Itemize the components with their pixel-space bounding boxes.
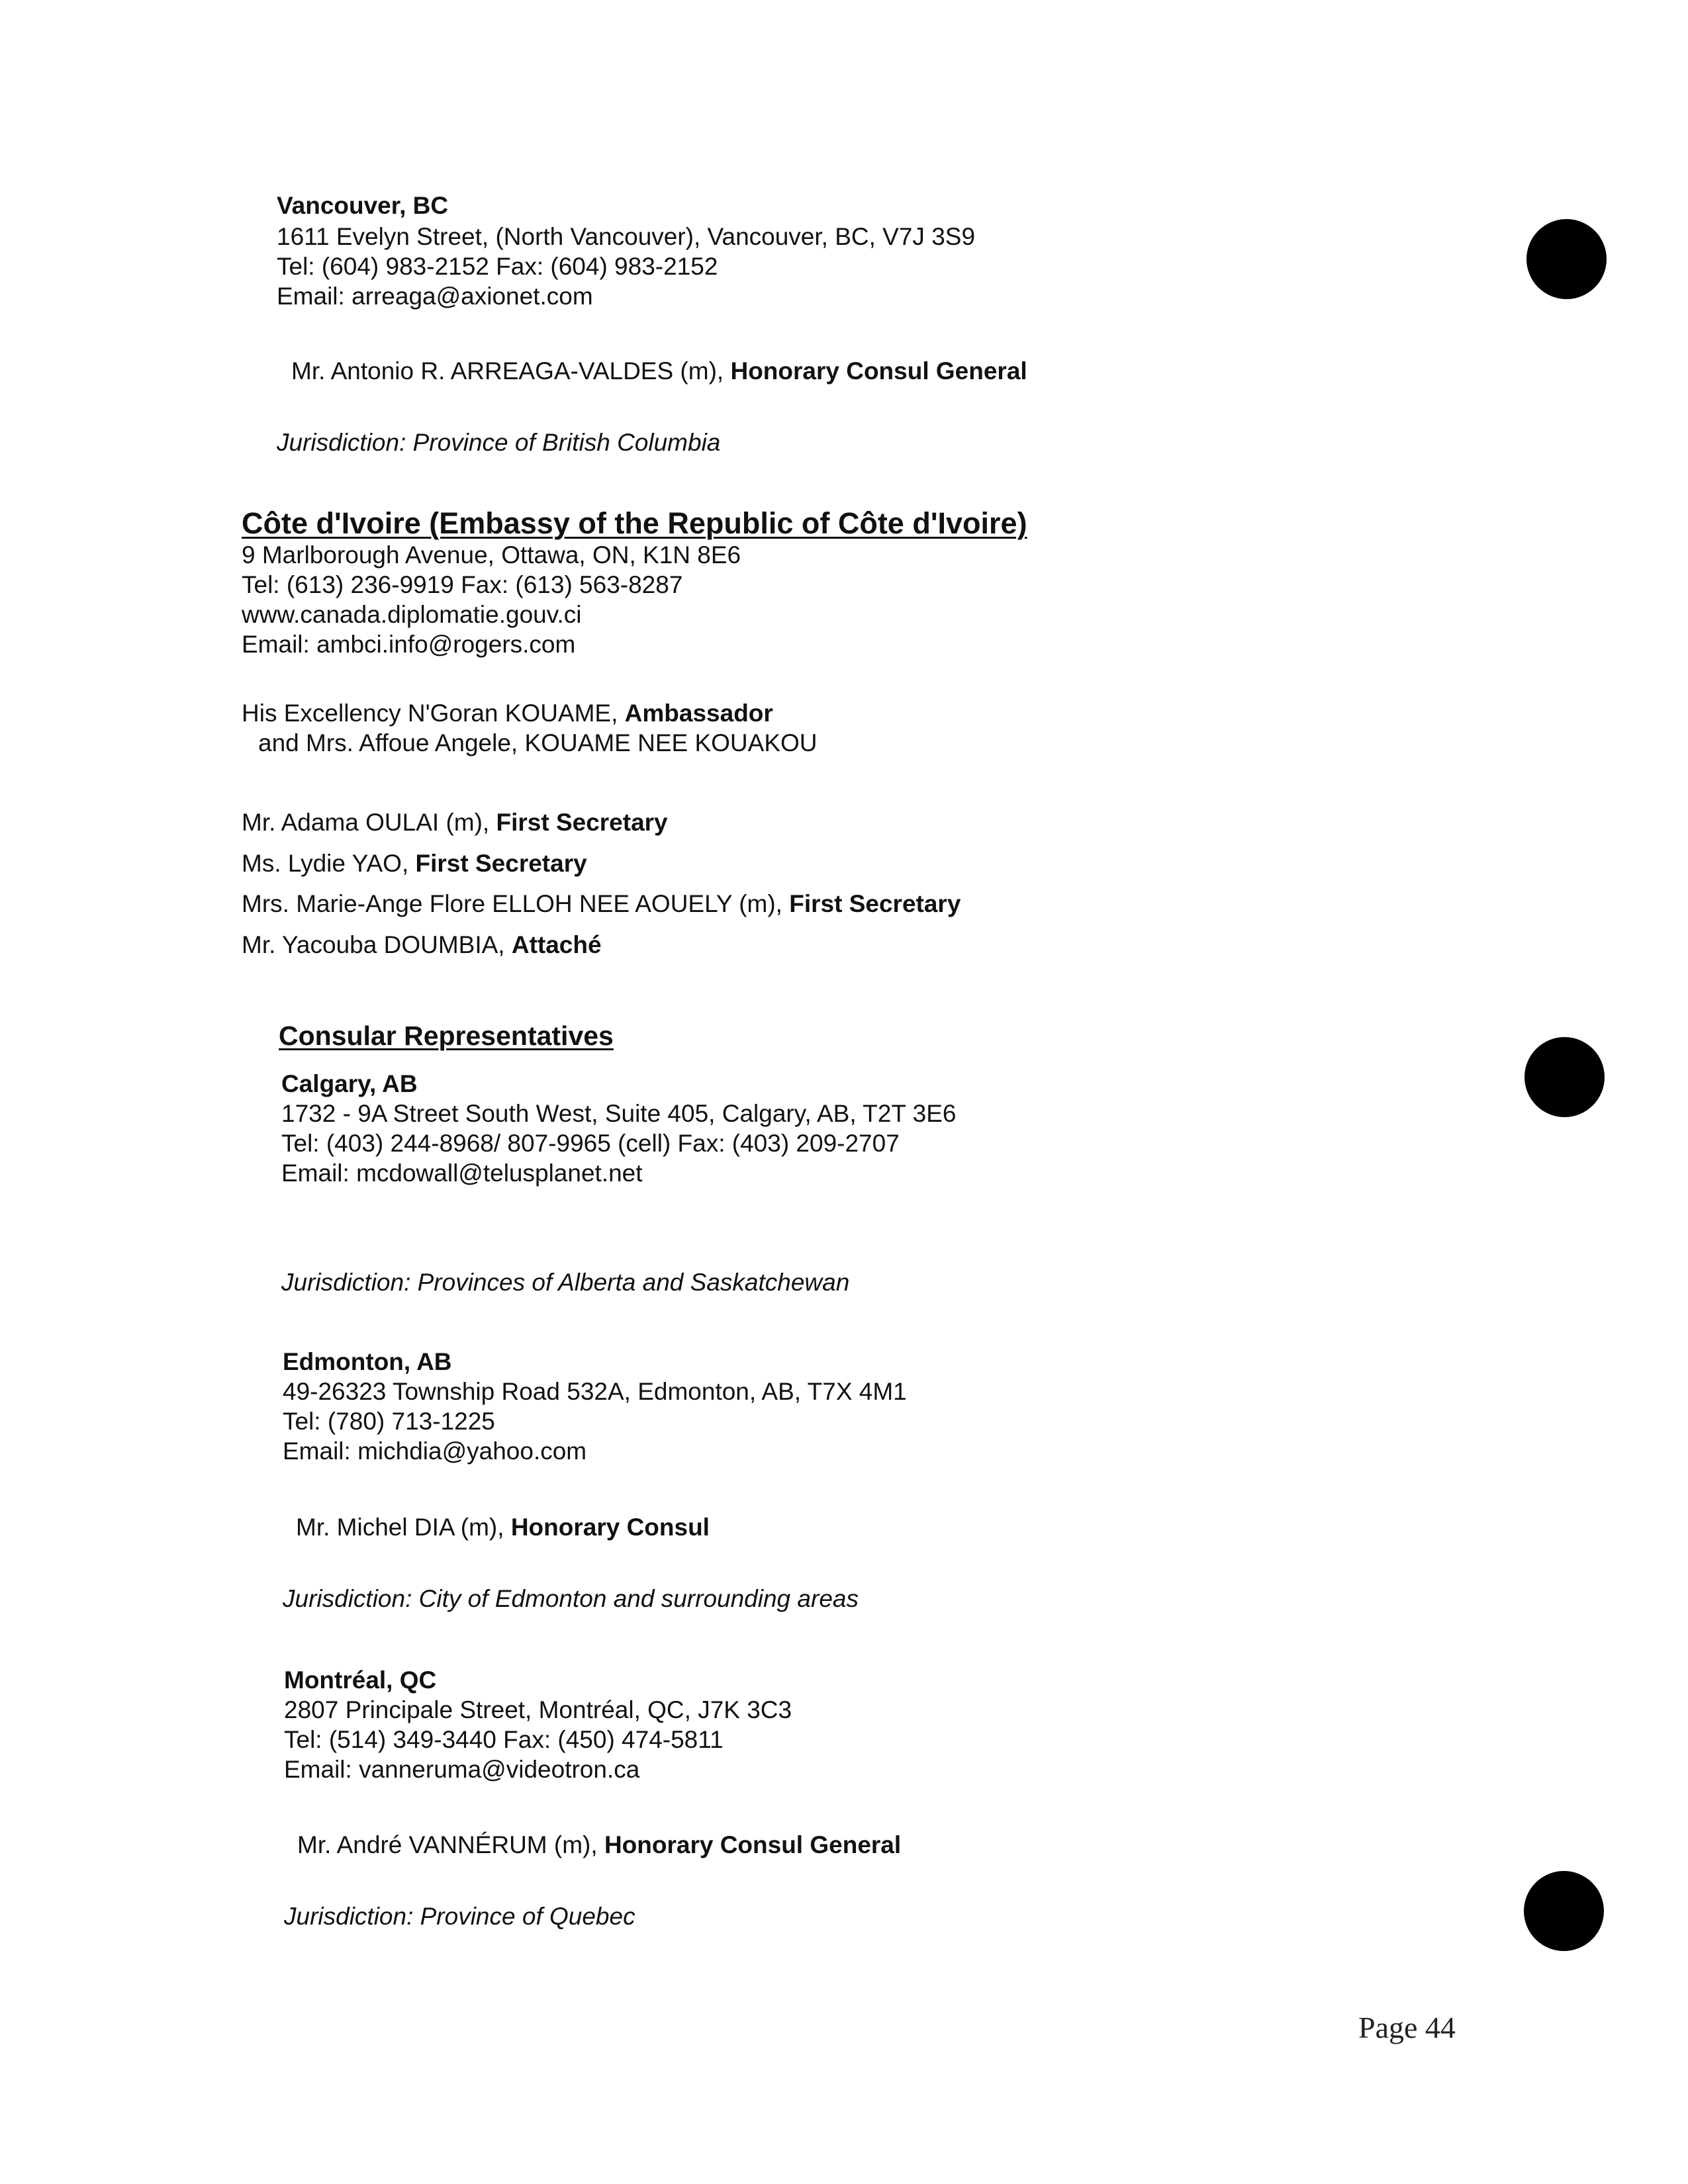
staff-title: Attaché <box>511 931 602 958</box>
staff-entry <box>242 850 587 878</box>
montreal-consul-title: Honorary Consul General <box>604 1831 902 1858</box>
embassy-tel: Tel: (613) 236-9919 Fax: (613) 563-8287 <box>242 571 683 598</box>
calgary-jurisdiction: Jurisdiction: Provinces of Alberta and Saskatchewan <box>281 1269 850 1296</box>
vancouver-consul-title: Honorary Consul General <box>730 357 1027 385</box>
edmonton-consul-name: Mr. Michel DIA (m), <box>296 1514 504 1541</box>
montreal-jurisdiction: Jurisdiction: Province of Quebec <box>284 1903 635 1930</box>
montreal-address: 2807 Principale Street, Montréal, QC, J7K 3C3 <box>284 1696 792 1723</box>
embassy-address: 9 Marlborough Avenue, Ottawa, ON, K1N 8E6 <box>242 541 741 569</box>
staff-name: Ms. Lydie YAO, <box>242 850 409 877</box>
calgary-tel: Tel: (403) 244-8968/ 807-9965 (cell) Fax: (403) 209-2707 <box>281 1130 900 1157</box>
ambassador-entry <box>242 700 773 728</box>
montreal-consul-name: Mr. André VANNÉRUM (m), <box>297 1831 598 1858</box>
edmonton-consul-entry <box>296 1514 710 1542</box>
embassy-heading: Côte d'Ivoire (Embassy of the Republic of Côte d'Ivoire) <box>242 506 1027 540</box>
staff-title: First Secretary <box>789 890 961 917</box>
edmonton-consul-title: Honorary Consul <box>510 1514 710 1541</box>
punch-hole-bottom <box>1524 1871 1604 1951</box>
punch-hole-top <box>1526 219 1607 299</box>
edmonton-jurisdiction: Jurisdiction: City of Edmonton and surrounding areas <box>283 1585 859 1612</box>
staff-name: Mr. Adama OULAI (m), <box>242 809 490 836</box>
staff-name: Mr. Yacouba DOUMBIA, <box>242 931 505 958</box>
montreal-city-heading: Montréal, QC <box>284 1666 437 1694</box>
staff-entry <box>242 931 602 960</box>
vancouver-consul-name: Mr. Antonio R. ARREAGA-VALDES (m), <box>291 357 724 385</box>
embassy-email: Email: ambci.info@rogers.com <box>242 631 576 658</box>
edmonton-address: 49-26323 Township Road 532A, Edmonton, AB, T7X 4M1 <box>283 1378 907 1405</box>
edmonton-city-heading: Edmonton, AB <box>283 1348 452 1375</box>
calgary-city-heading: Calgary, AB <box>281 1070 418 1097</box>
punch-hole-middle <box>1524 1037 1605 1117</box>
ambassador-spouse: and Mrs. Affoue Angele, KOUAME NEE KOUAKOU <box>258 729 818 756</box>
montreal-consul-entry <box>297 1831 901 1860</box>
embassy-website: www.canada.diplomatie.gouv.ci <box>242 601 582 628</box>
staff-entry <box>242 890 961 919</box>
staff-entry <box>242 809 668 837</box>
montreal-tel: Tel: (514) 349-3440 Fax: (450) 474-5811 <box>284 1726 724 1753</box>
vancouver-address: 1611 Evelyn Street, (North Vancouver), Vancouver, BC, V7J 3S9 <box>277 223 976 250</box>
calgary-address: 1732 - 9A Street South West, Suite 405, Calgary, AB, T2T 3E6 <box>281 1100 957 1127</box>
vancouver-email: Email: arreaga@axionet.com <box>277 283 593 310</box>
edmonton-email: Email: michdia@yahoo.com <box>283 1437 587 1465</box>
vancouver-city-heading: Vancouver, BC <box>277 192 449 219</box>
ambassador-title: Ambassador <box>624 700 773 727</box>
vancouver-tel: Tel: (604) 983-2152 Fax: (604) 983-2152 <box>277 253 718 280</box>
vancouver-jurisdiction: Jurisdiction: Province of British Columbia <box>277 429 721 456</box>
staff-title: First Secretary <box>415 850 587 877</box>
edmonton-tel: Tel: (780) 713-1225 <box>283 1408 495 1435</box>
ambassador-name: His Excellency N'Goran KOUAME, <box>242 700 618 727</box>
consular-representatives-heading: Consular Representatives <box>279 1021 614 1051</box>
vancouver-consul-entry <box>291 357 1027 386</box>
page-number: Page 44 <box>1358 2011 1456 2044</box>
staff-name: Mrs. Marie-Ange Flore ELLOH NEE AOUELY (m), <box>242 890 782 917</box>
staff-title: First Secretary <box>496 809 668 836</box>
calgary-email: Email: mcdowall@telusplanet.net <box>281 1160 643 1187</box>
montreal-email: Email: vanneruma@videotron.ca <box>284 1756 640 1783</box>
